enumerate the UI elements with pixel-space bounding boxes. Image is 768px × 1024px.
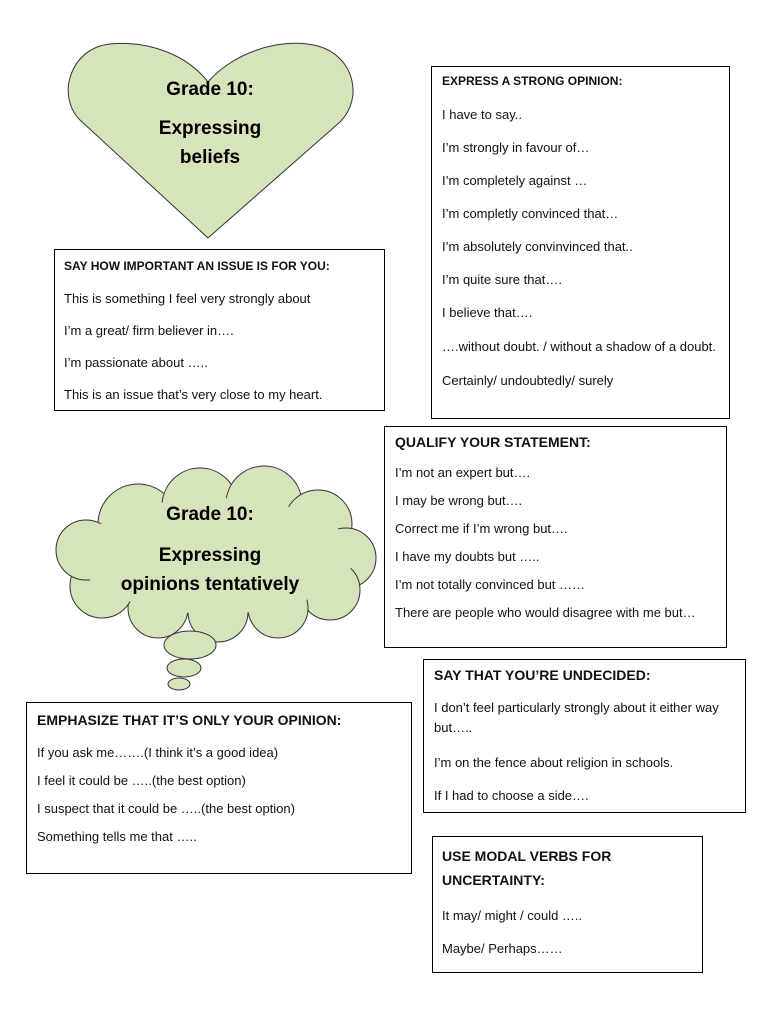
heart-title-line1: Expressing [158,118,262,139]
qualify-statement-item: I’m not an expert but…. [395,465,531,480]
strong-opinion-item: I’m quite sure that…. [442,272,562,287]
undecided-item: If I had to choose a side…. [434,788,589,803]
strong-opinion-item: Certainly/ undoubtedly/ surely [442,373,614,388]
important-issue-item: This is an issue that’s very close to my heart. [64,387,323,402]
modal-verbs-item: Maybe/ Perhaps…… [442,941,563,956]
heart-grade: Grade 10: [166,79,254,100]
qualify-statement-item: I’m not totally convinced but …… [395,577,586,592]
strong-opinion-item: I’m completly convinced that… [442,206,619,221]
undecided-box [423,659,746,813]
only-opinion-box [26,702,412,874]
modal-verbs-box [432,836,703,973]
undecided-item: I’m on the fence about religion in schools. [434,755,674,770]
important-issue-heading: SAY HOW IMPORTANT AN ISSUE IS FOR YOU: [64,259,330,273]
important-issue-box [54,249,385,411]
strong-opinion-item: I’m strongly in favour of… [442,140,590,155]
important-issue-item: I’m passionate about ….. [64,355,208,370]
strong-opinion-heading: EXPRESS A STRONG OPINION: [442,74,623,88]
cloud-title-line1: Expressing [158,545,262,566]
only-opinion-heading: EMPHASIZE THAT IT’S ONLY YOUR OPINION: [37,712,342,728]
cloud-grade: Grade 10: [166,504,254,525]
only-opinion-item: I feel it could be …..(the best option) [37,773,246,788]
qualify-statement-box [384,426,727,648]
qualify-statement-item: Correct me if I’m wrong but…. [395,521,568,536]
strong-opinion-item: I have to say.. [442,107,522,122]
only-opinion-item: If you ask me…….(I think it’s a good idea) [37,745,279,760]
important-issue-item: I’m a great/ firm believer in…. [64,323,234,338]
heart-title [122,78,298,172]
strong-opinion-item: ….without doubt. / without a shadow of a doubt. [442,339,716,354]
strong-opinion-box [431,66,730,419]
modal-verbs-item: It may/ might / could ….. [442,908,583,923]
qualify-statement-item: I have my doubts but ….. [395,549,540,564]
important-issue-item: This is something I feel very strongly about [64,291,311,306]
qualify-statement-item: There are people who would disagree with me but… [395,605,696,620]
only-opinion-item: Something tells me that ….. [37,829,197,844]
qualify-statement-heading: QUALIFY YOUR STATEMENT: [395,434,591,450]
heart-title-line2: beliefs [179,147,241,168]
undecided-item: I don’t feel particularly strongly about it either way but….. [434,700,719,735]
cloud-title [95,503,325,599]
strong-opinion-item: I believe that…. [442,305,533,320]
qualify-statement-item: I may be wrong but…. [395,493,523,508]
only-opinion-item: I suspect that it could be …..(the best option) [37,801,295,816]
modal-verbs-heading: USE MODAL VERBS FOR UNCERTAINTY: [442,848,612,888]
strong-opinion-item: I’m absolutely convinvinced that.. [442,239,633,254]
undecided-heading: SAY THAT YOU’RE UNDECIDED: [434,667,651,683]
strong-opinion-item: I’m completely against … [442,173,588,188]
cloud-title-line2: opinions tentatively [120,574,300,595]
